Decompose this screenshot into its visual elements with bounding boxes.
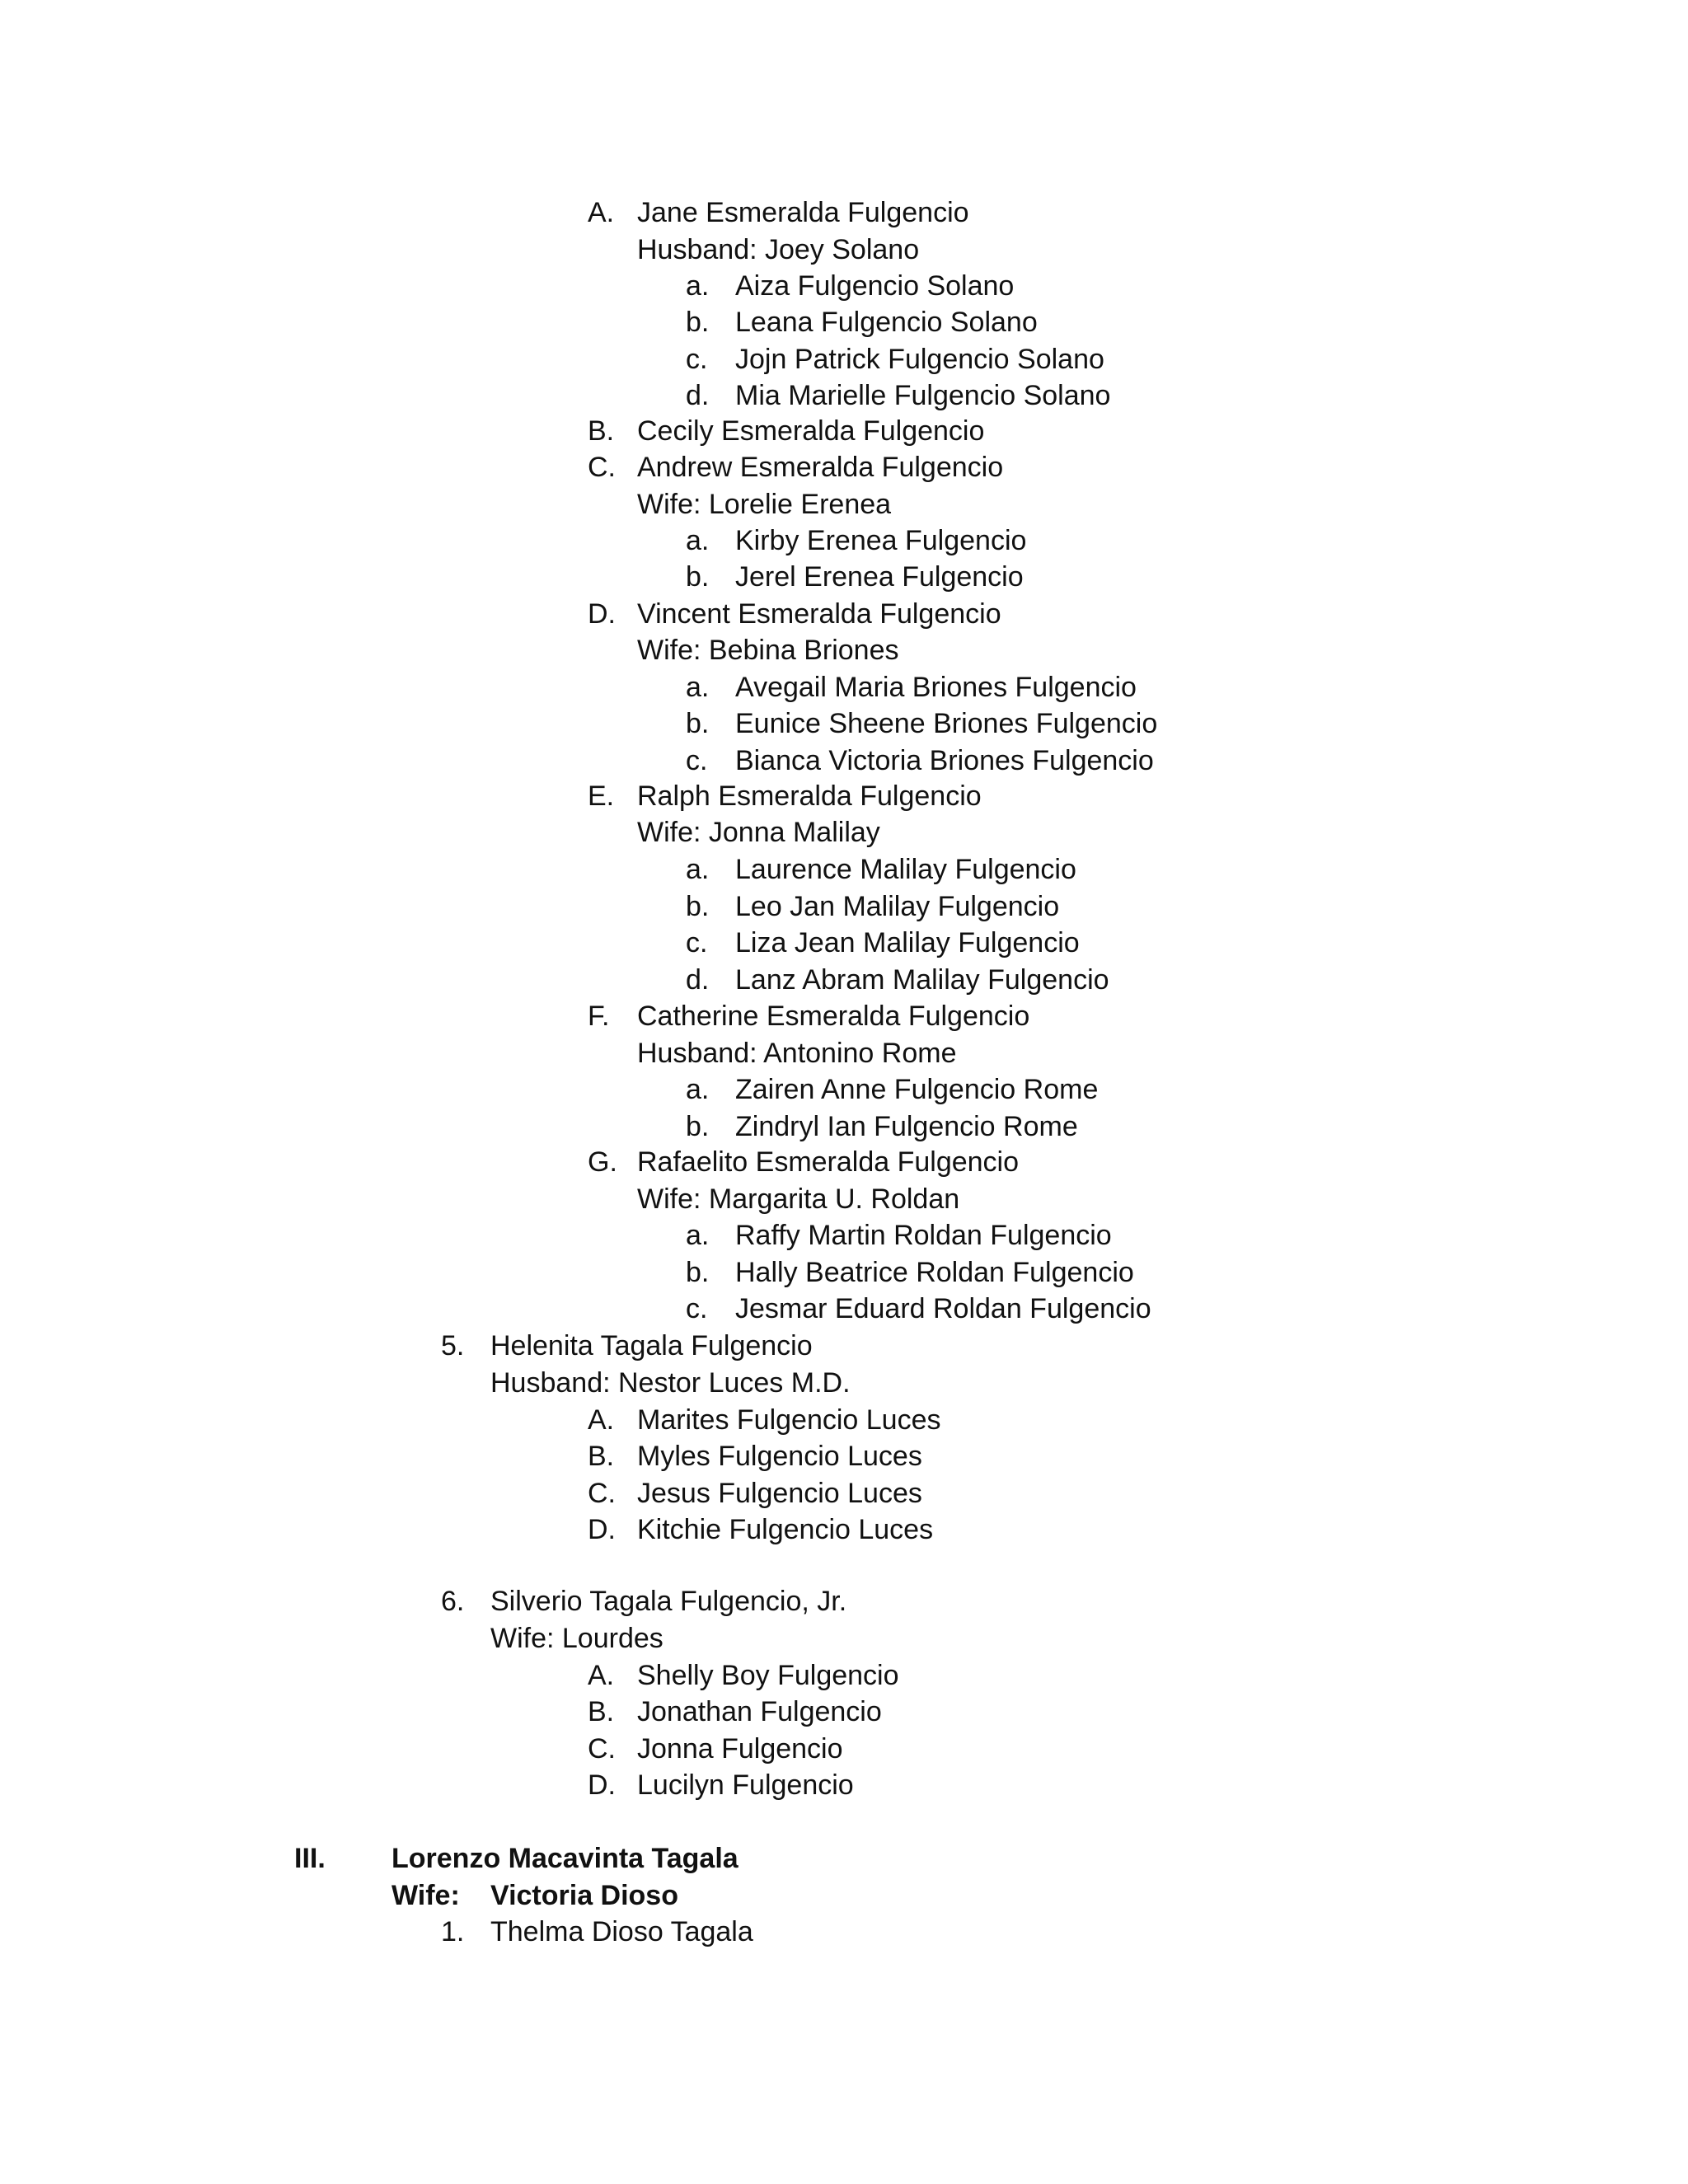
child-name: Lucilyn Fulgencio (637, 1769, 854, 1801)
child-name: Avegail Maria Briones Fulgencio (735, 672, 1137, 703)
child-name: Raffy Martin Roldan Fulgencio (735, 1220, 1112, 1251)
list-marker: b. (686, 307, 710, 338)
list-marker: G. (588, 1146, 617, 1178)
list-marker: C. (588, 1478, 616, 1509)
spouse-line: Wife: Bebina Briones (637, 635, 899, 666)
list-marker: a. (686, 1220, 710, 1251)
spouse-name: Victoria Dioso (490, 1880, 678, 1911)
list-marker: b. (686, 1111, 710, 1142)
list-marker: E. (588, 780, 615, 812)
list-marker: A. (588, 197, 615, 228)
list-marker: B. (588, 1441, 615, 1472)
list-marker: F. (588, 1001, 610, 1032)
child-name: Laurence Malilay Fulgencio (735, 854, 1076, 885)
list-marker: b. (686, 891, 710, 922)
spouse-line: Husband: Nestor Luces M.D. (490, 1367, 851, 1399)
list-marker: c. (686, 745, 708, 776)
list-marker: b. (686, 1257, 710, 1288)
section-heading: Lorenzo Macavinta Tagala (392, 1843, 738, 1874)
spouse-line: Husband: Antonino Rome (637, 1038, 957, 1069)
person-name: Rafaelito Esmeralda Fulgencio (637, 1146, 1020, 1178)
child-name: Jesus Fulgencio Luces (637, 1478, 922, 1509)
child-name: Mia Marielle Fulgencio Solano (735, 380, 1111, 411)
child-name: Shelly Boy Fulgencio (637, 1660, 899, 1691)
child-name: Myles Fulgencio Luces (637, 1441, 922, 1472)
child-name: Kirby Erenea Fulgencio (735, 525, 1027, 556)
list-marker: 6. (441, 1586, 465, 1617)
list-marker: B. (588, 1696, 615, 1727)
child-name: Lanz Abram Malilay Fulgencio (735, 964, 1109, 996)
person-name: Cecily Esmeralda Fulgencio (637, 415, 985, 447)
child-name: Aiza Fulgencio Solano (735, 270, 1015, 302)
list-marker: C. (588, 452, 616, 483)
child-name: Jonna Fulgencio (637, 1733, 843, 1765)
list-marker: a. (686, 525, 710, 556)
person-name: Silverio Tagala Fulgencio, Jr. (490, 1586, 847, 1617)
child-name: Hally Beatrice Roldan Fulgencio (735, 1257, 1134, 1288)
child-name: Liza Jean Malilay Fulgencio (735, 927, 1080, 958)
list-marker: c. (686, 1293, 708, 1324)
section-marker: III. (294, 1843, 326, 1874)
person-name: Helenita Tagala Fulgencio (490, 1330, 813, 1361)
list-marker: a. (686, 854, 710, 885)
spouse-line: Husband: Joey Solano (637, 234, 920, 265)
list-marker: a. (686, 1074, 710, 1105)
spouse-label: Wife: (392, 1880, 460, 1911)
person-name: Jane Esmeralda Fulgencio (637, 197, 969, 228)
spouse-line: Wife: Lourdes (490, 1623, 663, 1654)
list-marker: c. (686, 344, 708, 375)
person-name: Catherine Esmeralda Fulgencio (637, 1001, 1030, 1032)
child-name: Bianca Victoria Briones Fulgencio (735, 745, 1154, 776)
list-marker: 5. (441, 1330, 465, 1361)
list-marker: a. (686, 270, 710, 302)
child-name: Eunice Sheene Briones Fulgencio (735, 708, 1158, 739)
person-name: Vincent Esmeralda Fulgencio (637, 598, 1001, 630)
child-name: Zairen Anne Fulgencio Rome (735, 1074, 1099, 1105)
list-marker: A. (588, 1404, 615, 1436)
spouse-line: Wife: Margarita U. Roldan (637, 1183, 960, 1215)
child-name: Thelma Dioso Tagala (490, 1916, 753, 1947)
child-name: Kitchie Fulgencio Luces (637, 1514, 934, 1545)
child-name: Jesmar Eduard Roldan Fulgencio (735, 1293, 1151, 1324)
child-name: Leo Jan Malilay Fulgencio (735, 891, 1060, 922)
spouse-line: Wife: Lorelie Erenea (637, 489, 892, 520)
child-name: Zindryl Ian Fulgencio Rome (735, 1111, 1078, 1142)
child-name: Jojn Patrick Fulgencio Solano (735, 344, 1104, 375)
person-name: Ralph Esmeralda Fulgencio (637, 780, 982, 812)
list-marker: D. (588, 598, 616, 630)
list-marker: 1. (441, 1916, 465, 1947)
list-marker: C. (588, 1733, 616, 1765)
spouse-line: Wife: Jonna Malilay (637, 817, 880, 848)
child-name: Marites Fulgencio Luces (637, 1404, 941, 1436)
child-name: Jerel Erenea Fulgencio (735, 561, 1024, 593)
list-marker: b. (686, 708, 710, 739)
list-marker: B. (588, 415, 615, 447)
list-marker: a. (686, 672, 710, 703)
child-name: Leana Fulgencio Solano (735, 307, 1038, 338)
list-marker: c. (686, 927, 708, 958)
list-marker: d. (686, 964, 710, 996)
list-marker: D. (588, 1514, 616, 1545)
list-marker: D. (588, 1769, 616, 1801)
child-name: Jonathan Fulgencio (637, 1696, 882, 1727)
list-marker: A. (588, 1660, 615, 1691)
person-name: Andrew Esmeralda Fulgencio (637, 452, 1004, 483)
list-marker: b. (686, 561, 710, 593)
list-marker: d. (686, 380, 710, 411)
